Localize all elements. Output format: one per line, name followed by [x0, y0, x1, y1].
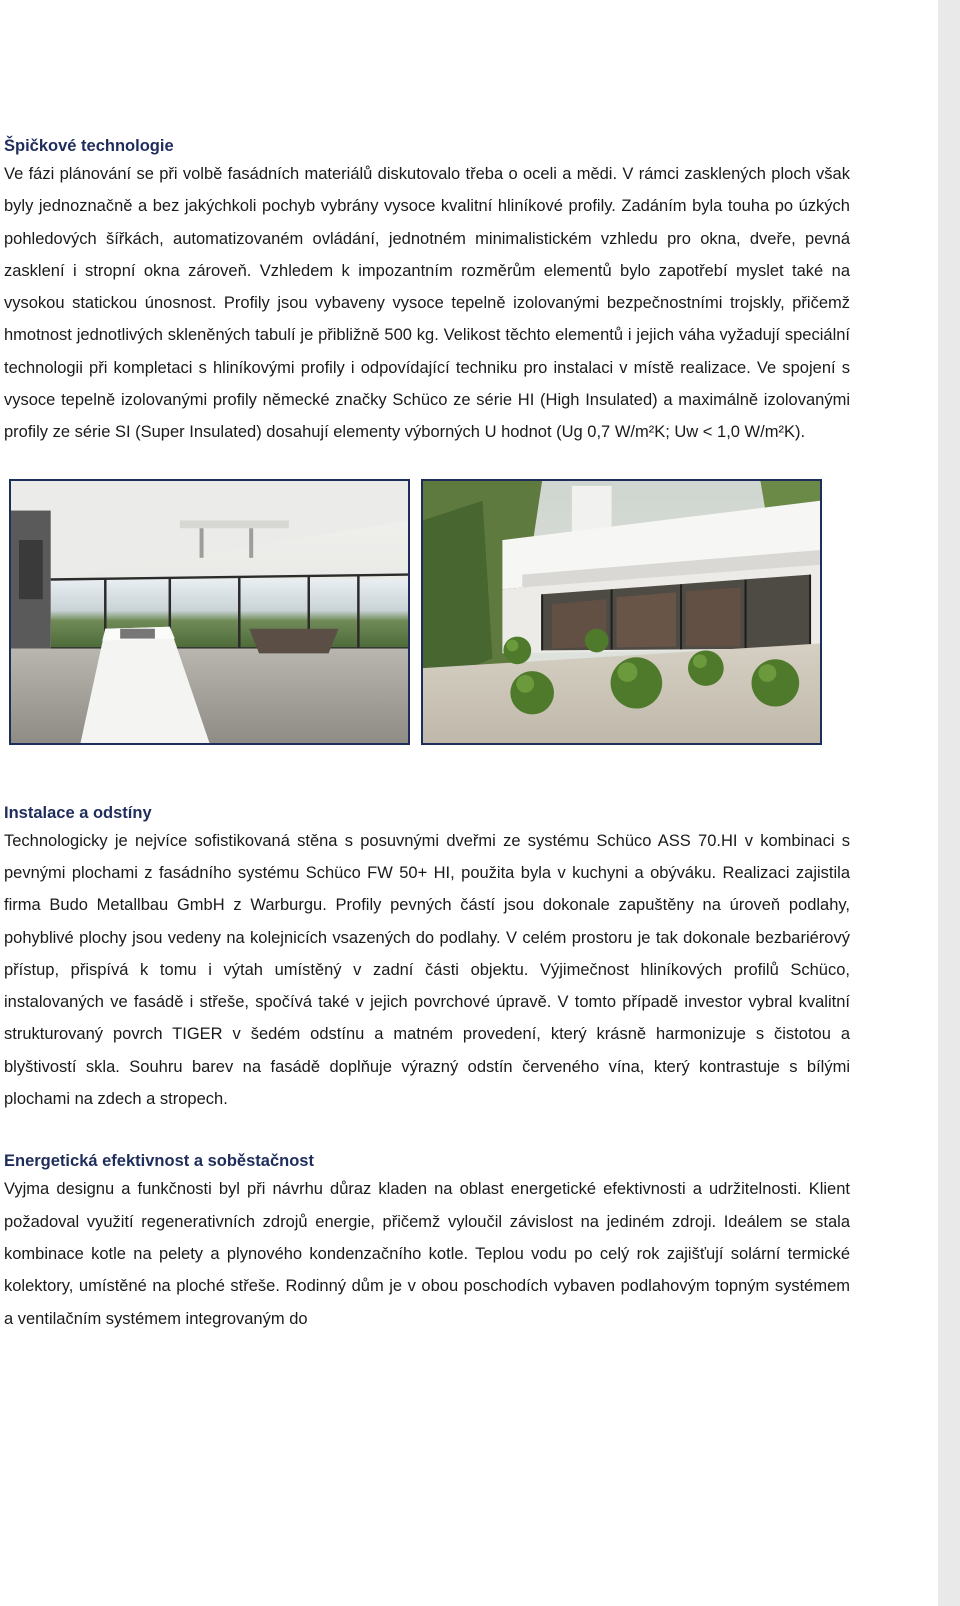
section-spacer: [4, 1115, 850, 1145]
section-heading: Špičkové technologie: [4, 137, 174, 155]
section-heading: Energetická efektivnost a soběstačnost: [4, 1152, 314, 1171]
section-instalace-a-odstiny: [4, 797, 850, 1116]
section-paragraph: Technologicky je nejvíce sofistikovaná stěna s posuvnými dveřmi ze systému Schüco ASS 70.HI v kombinaci s pevnými plochami z fasádního systému Schüco FW 50+ HI, použita byla v kuchyni a obýváku. Realizaci zajistila firma Budo Metallbau GmbH z Warburgu. Profily pevných částí jsou dokonale zapuštěny na úroveň podlahy, pohyblivé plochy jsou vedeny na kolejnicích vsazených do podlahy. V celém prostoru je tak dokonale bezbariérový přístup, přispívá k tomu i výtah umístěný v zadní části objektu. Výjimečnost hliníkových profilů Schüco, instalovaných ve fasádě i střeše, spočívá také v jejich povrchové úpravě. V tomto případě investor vybral kvalitní strukturovaný povrch TIGER v šedém odstínu a matném provedení, který krásně harmonizuje s čistotou a blyštivostí skla. Souhru barev na fasádě doplňuje výrazný odstín červeného vína, který kontrastuje s bílými plochami na zdech a stropech.: [4, 831, 850, 1109]
kitchen-interior-photo: [9, 479, 410, 745]
section-heading: Instalace a odstíny: [4, 803, 152, 822]
document-content: [4, 130, 850, 1335]
section-energeticka-efektivnost: [4, 1145, 850, 1334]
section-paragraph: Ve fázi plánování se při volbě fasádních materiálů diskutovalo třeba o oceli a mědi. V rámci zasklených ploch však byly jednoznačně a bez jakýchkoli pochyb vybrány vysoce kvalitní hliníkové profily. Zadáním byla touha po úzkých pohledových šířkách, automatizovaném ovládání, jednotném minimalistickém vzhledu pro okna, dveře, pevná zasklení i stropní okna zároveň. Vzhledem k impozantním rozměrům elementů bylo zapotřebí myslet také na vysokou statickou únosnost. Profily jsou vybaveny vysoce tepelně izolovanými bezpečnostními trojskly, přičemž hmotnost jednotlivých skleněných tabulí je přibližně 500 kg. Velikost těchto elementů i jejich váha vyžadují speciální technologii při kompletaci s hliníkovými profily i odpovídající techniku pro instalaci v místě realizace. Ve spojení s vysoce tepelně izolovanými profily německé značky Schüco ze série HI (High Insulated) a maximálně izolovanými profily ze série SI (Super Insulated) dosahují elementy výborných U hodnot (Ug 0,7 W/m²K; Uw < 1,0 W/m²K).: [4, 165, 850, 442]
photo-row: [4, 479, 850, 749]
section-spickove-technologie: [4, 130, 850, 449]
section-paragraph: Vyjma designu a funkčnosti byl při návrhu důraz kladen na oblast energetické efektivnosti a udržitelnosti. Klient požadoval využití regenerativních zdrojů energie, přičemž vyloučil závislost na jediném zdroji. Ideálem se stala kombinace kotle na pelety a plynového kondenzačního kotle. Teplou vodu po celý rok zajišťují solární termické kolektory, umístěné na ploché střeše. Rodinný dům je v obou poschodích vybaven podlahovým topným systémem a ventilačním systémem integrovaným do: [4, 1180, 850, 1328]
house-garden-photo: [421, 479, 822, 745]
